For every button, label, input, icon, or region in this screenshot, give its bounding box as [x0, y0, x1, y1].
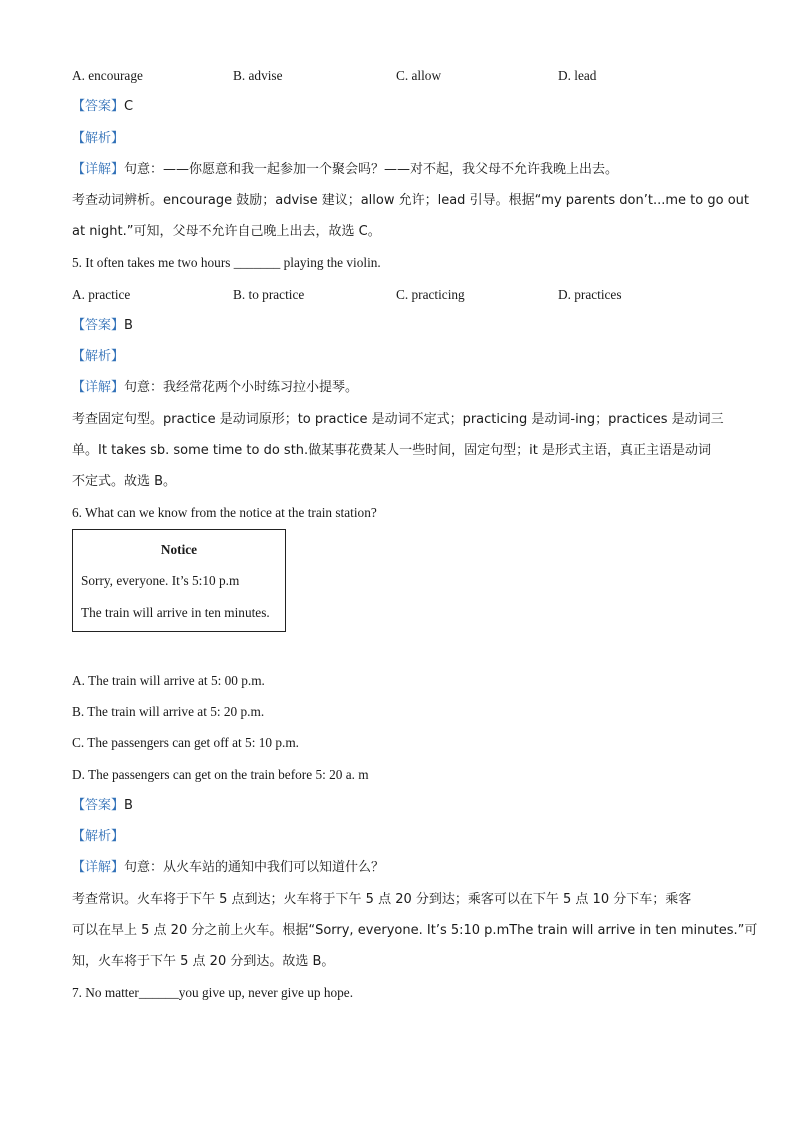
option-c: C. allow — [396, 68, 442, 83]
detail-text: 句意：——你愿意和我一起参加一个聚会吗？——对不起，我父母不允许我晚上出去。 — [124, 162, 619, 177]
detail-line — [72, 859, 384, 877]
option-a: A. The train will arrive at 5: 00 p.m. — [72, 673, 265, 688]
option-c: C. The passengers can get off at 5: 10 p.m. — [72, 735, 299, 750]
detail-text: 句意：我经常花两个小时练习拉小提琴。 — [124, 380, 359, 395]
notice-line: Sorry, everyone. It’s 5:10 p.m — [81, 573, 240, 588]
analysis-label: 【解析】 — [72, 829, 125, 844]
option-d: D. practices — [558, 287, 622, 302]
answer-label: 【答案】 — [72, 798, 125, 813]
explanation-line: 可以在早上 5 点 20 分之前上火车。根据“Sorry, everyone. It’s 5:10 p.mThe train will arrive in ten minutes.”可 — [72, 923, 758, 938]
explanation-line: 考查固定句型。practice 是动词原形；to practice 是动词不定式；practicing 是动词-ing；practices 是动词三 — [72, 412, 724, 427]
answer-line — [72, 98, 133, 116]
option-a: A. encourage — [72, 68, 143, 83]
option-a: A. practice — [72, 287, 131, 302]
answer-value: B — [124, 318, 133, 333]
explanation-line: 单。It takes sb. some time to do sth.做某事花费某人一些时间，固定句型；it 是形式主语，真正主语是动词 — [72, 443, 712, 458]
question-5: 5. It often takes me two hours _______ playing the violin. — [72, 255, 381, 270]
detail-label: 【详解】 — [72, 162, 125, 177]
notice-box — [72, 529, 286, 632]
analysis-label: 【解析】 — [72, 349, 125, 364]
answer-label: 【答案】 — [72, 99, 125, 114]
answer-value: B — [124, 798, 133, 813]
answer-line — [72, 797, 133, 815]
question-6: 6. What can we know from the notice at the train station? — [72, 505, 377, 520]
notice-line: The train will arrive in ten minutes. — [81, 605, 270, 620]
option-d: D. The passengers can get on the train before 5: 20 a. m — [72, 767, 369, 782]
option-b: B. to practice — [233, 287, 305, 302]
detail-label: 【详解】 — [72, 380, 125, 395]
option-b: B. advise — [233, 68, 283, 83]
answer-value: C — [124, 99, 134, 114]
answer-label: 【答案】 — [72, 318, 125, 333]
option-c: C. practicing — [396, 287, 465, 302]
analysis-label: 【解析】 — [72, 131, 125, 146]
detail-text: 句意：从火车站的通知中我们可以知道什么？ — [124, 860, 385, 875]
notice-title: Notice — [160, 542, 198, 557]
detail-line — [72, 379, 358, 397]
answer-line — [72, 317, 133, 335]
explanation-line: 考查常识。火车将于下午 5 点到达；火车将于下午 5 点 20 分到达；乘客可以在下午 5 点 10 分下车；乘客 — [72, 892, 692, 907]
explanation-line: 知，火车将于下午 5 点 20 分到达。故选 B。 — [72, 954, 335, 969]
detail-line — [72, 161, 618, 179]
explanation-line: 不定式。故选 B。 — [72, 474, 177, 489]
option-b: B. The train will arrive at 5: 20 p.m. — [72, 704, 265, 719]
question-7: 7. No matter______you give up, never give up hope. — [72, 985, 354, 1000]
option-d: D. lead — [558, 68, 597, 83]
explanation-line: 考查动词辨析。encourage 鼓励；advise 建议；allow 允许；lead 引导。根据“my parents don’t...me to go out — [72, 193, 749, 208]
explanation-line: at night.”可知，父母不允许自己晚上出去，故选 C。 — [72, 224, 381, 239]
detail-label: 【详解】 — [72, 860, 125, 875]
